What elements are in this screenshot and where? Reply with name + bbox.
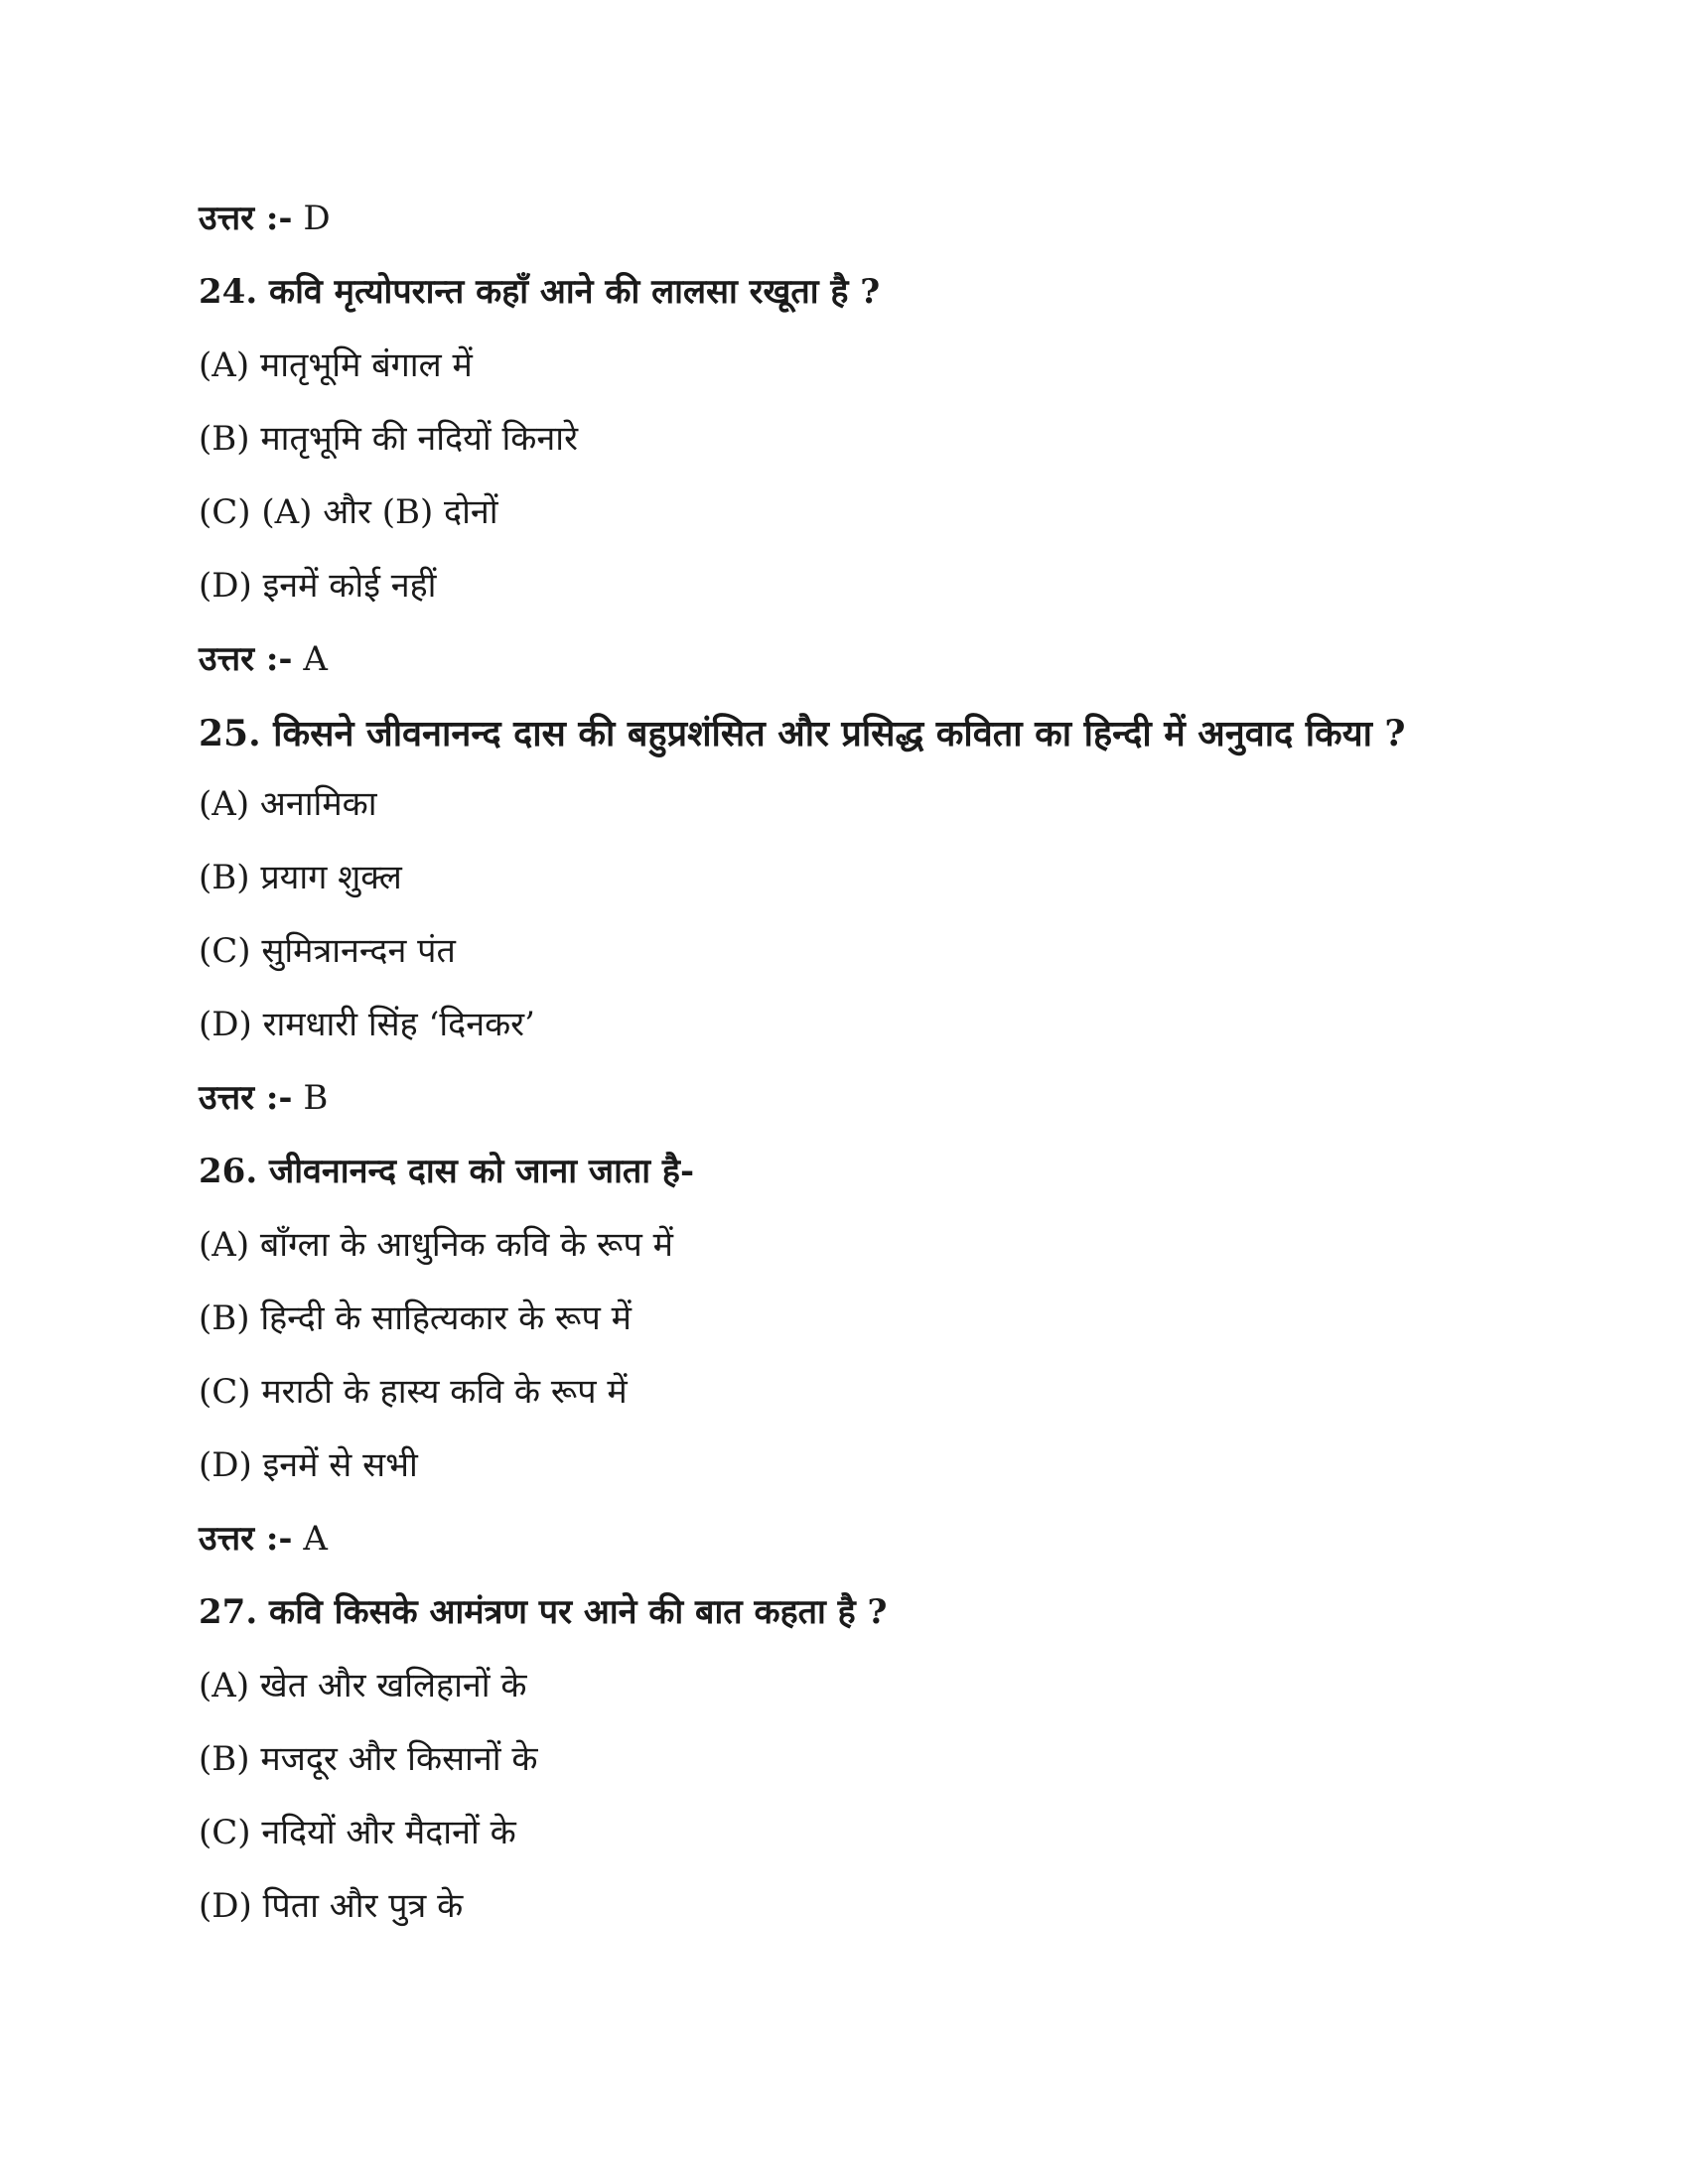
question-25: 25. किसने जीवनानन्द दास की बहुप्रशंसित और प्रसिद्ध कविता का हिन्दी में अनुवाद किया ? — [199, 713, 1406, 754]
answer-value: A — [303, 1519, 328, 1559]
option-24-b: (B) मातृभूमि की नदियों किनारे — [199, 419, 578, 459]
answer-label: उत्तर :- — [199, 199, 293, 238]
answer-label: उत्तर :- — [199, 1078, 293, 1118]
answer-line — [199, 194, 1489, 267]
option-26-c: (C) मराठी के हास्य कवि के रूप में — [199, 1372, 628, 1412]
answer-value: D — [303, 199, 331, 238]
option-25-d: (D) रामधारी सिंह ‘दिनकर’ — [199, 1005, 535, 1044]
answer-line — [199, 1514, 1489, 1587]
option-25-c: (C) सुमित्रानन्दन पंत — [199, 931, 456, 971]
option-24-a: (A) मातृभूमि बंगाल में — [199, 345, 473, 385]
document-page — [199, 194, 1489, 1955]
answer-label: उत्तर :- — [199, 639, 293, 679]
answer-line — [199, 634, 1489, 708]
question-26: 26. जीवनानन्द दास को जाना जाता है- — [199, 1152, 695, 1191]
option-26-d: (D) इनमें से सभी — [199, 1445, 418, 1485]
question-27: 27. कवि किसके आमंत्रण पर आने की बात कहता है ? — [199, 1592, 888, 1632]
option-27-d: (D) पिता और पुत्र के — [199, 1886, 464, 1926]
question-24: 24. कवि मृत्योपरान्त कहाँ आने की लालसा रखूता है ? — [199, 272, 881, 312]
option-27-c: (C) नदियों और मैदानों के — [199, 1813, 516, 1852]
answer-label: उत्तर :- — [199, 1519, 293, 1559]
option-26-a: (A) बाँग्ला के आधुनिक कवि के रूप में — [199, 1225, 673, 1265]
option-25-b: (B) प्रयाग शुक्ल — [199, 858, 402, 897]
answer-value: A — [303, 639, 328, 679]
answer-value: B — [303, 1078, 329, 1118]
option-27-a: (A) खेत और खलिहानों के — [199, 1666, 527, 1706]
option-26-b: (B) हिन्दी के साहित्यकार के रूप में — [199, 1298, 632, 1338]
option-27-b: (B) मजदूर और किसानों के — [199, 1739, 538, 1779]
answer-line — [199, 1073, 1489, 1147]
option-25-a: (A) अनामिका — [199, 784, 377, 824]
option-24-d: (D) इनमें कोई नहीं — [199, 566, 437, 606]
option-24-c: (C) (A) और (B) दोनों — [199, 492, 498, 532]
